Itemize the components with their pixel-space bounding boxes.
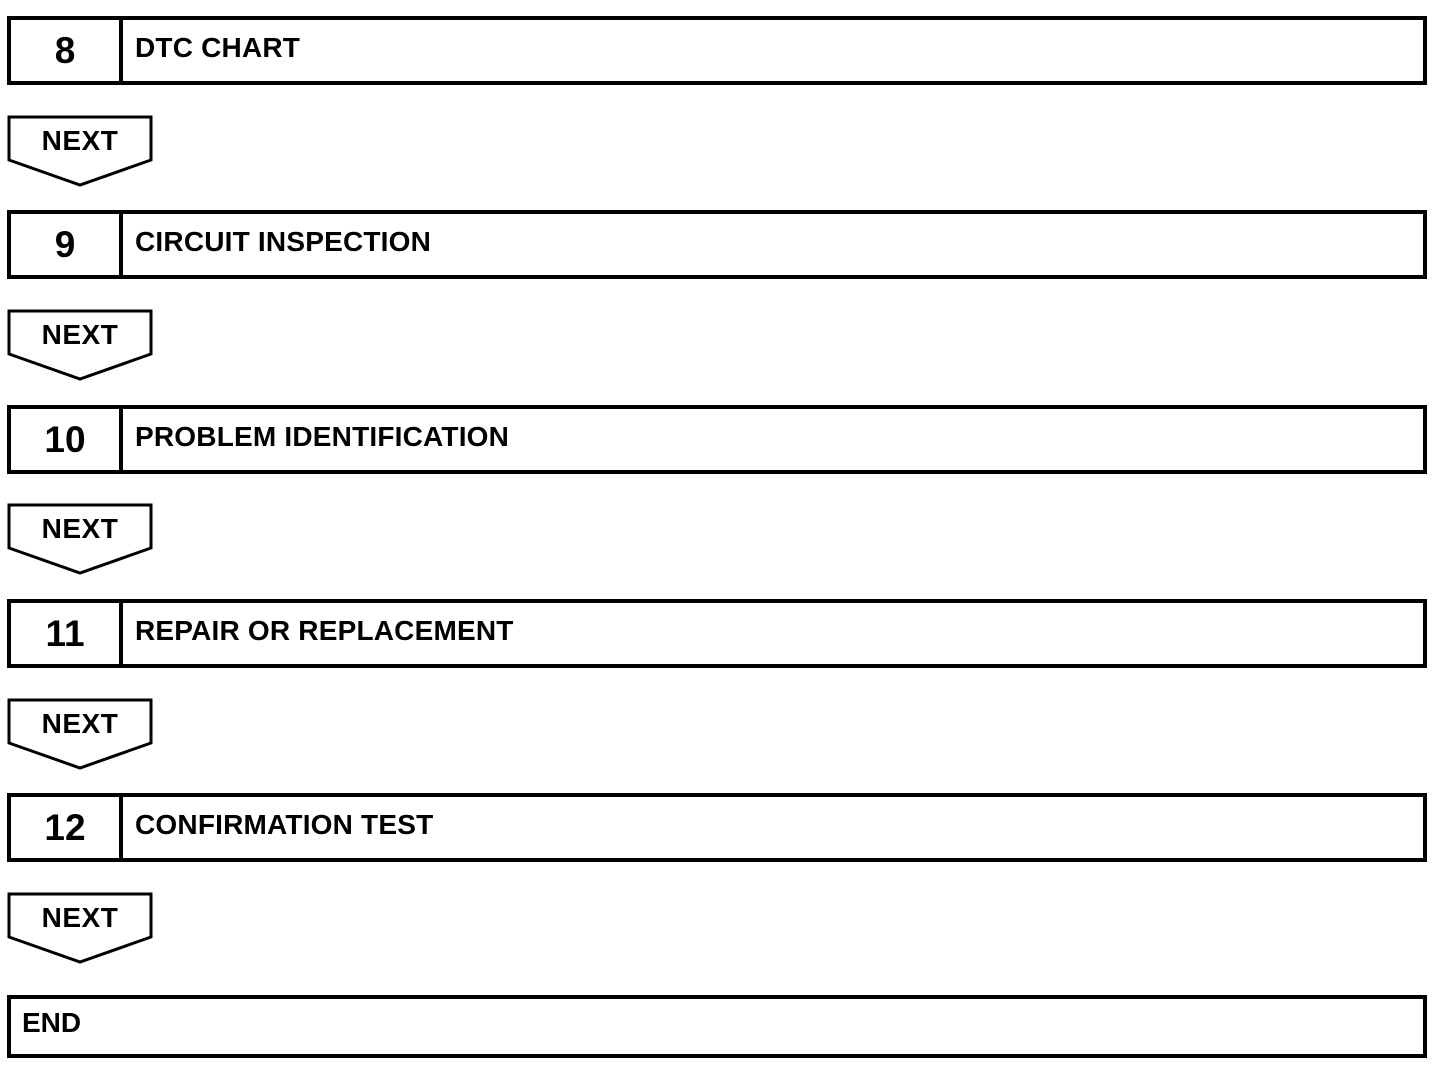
step-number: 8 <box>11 20 123 81</box>
next-arrow-3 <box>7 503 153 575</box>
next-label: NEXT <box>41 319 119 350</box>
next-arrow-4 <box>7 698 153 770</box>
next-arrow-5 <box>7 892 153 964</box>
step-title: CONFIRMATION TEST <box>135 809 434 840</box>
next-label: NEXT <box>41 708 119 739</box>
step-title: REPAIR OR REPLACEMENT <box>135 615 514 646</box>
next-label: NEXT <box>41 125 119 156</box>
next-label: NEXT <box>41 902 119 933</box>
step-box-11 <box>7 599 1427 668</box>
step-box-12 <box>7 793 1427 862</box>
step-box-9 <box>7 210 1427 279</box>
step-number: 12 <box>11 797 123 858</box>
next-arrow-1 <box>7 115 153 187</box>
step-title: CIRCUIT INSPECTION <box>135 226 432 257</box>
step-number: 9 <box>11 214 123 275</box>
step-number: 10 <box>11 409 123 470</box>
step-box-8 <box>7 16 1427 85</box>
end-box: END <box>7 995 1427 1058</box>
step-box-10 <box>7 405 1427 474</box>
step-number: 11 <box>11 603 123 664</box>
next-arrow-2 <box>7 309 153 381</box>
step-title: DTC CHART <box>135 32 301 63</box>
step-title: PROBLEM IDENTIFICATION <box>135 421 510 452</box>
next-label: NEXT <box>41 513 119 544</box>
